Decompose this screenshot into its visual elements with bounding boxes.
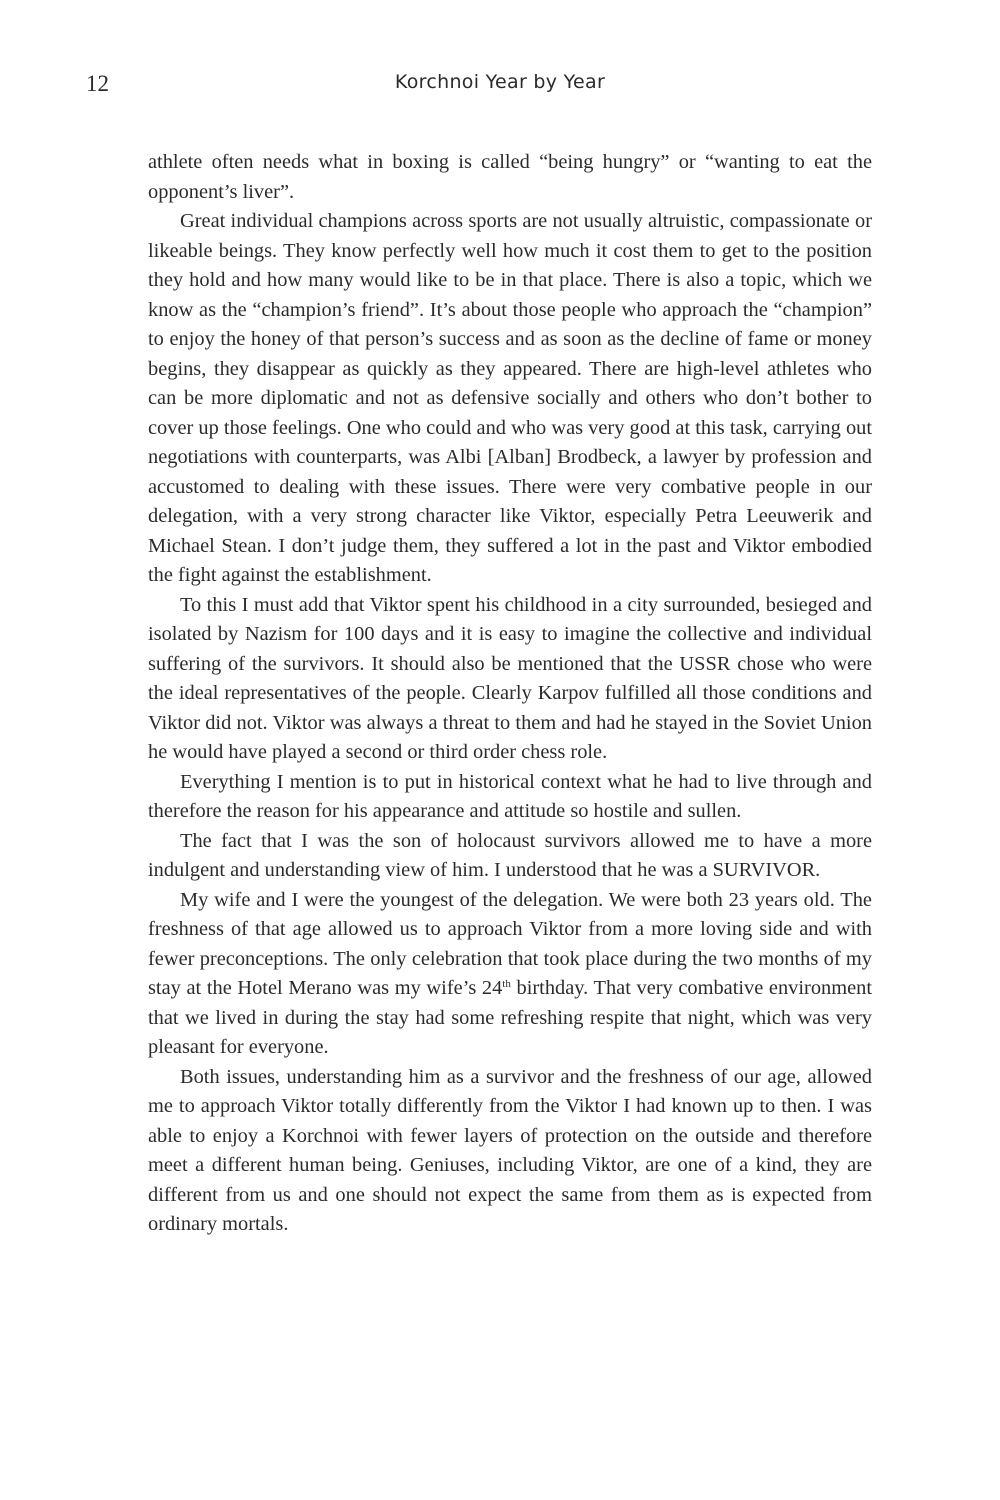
paragraph-text: birthday. That very combative environment that we lived in during the stay had some refreshing respite that night, which was very pleasant for everyone. — [148, 977, 872, 1058]
paragraph — [148, 886, 872, 1063]
paragraph: To this I must add that Viktor spent his childhood in a city surrounded, besieged and isolated by Nazism for 100 days and it is easy to imagine the collective and individual suffering of the survivors. It should also be mentioned that the USSR chose who were the ideal representatives of the people. Clearly Karpov fulfilled all those conditions and Viktor did not. Viktor was always a threat to them and had he stayed in the Soviet Union he would have played a second or third order chess role. — [148, 593, 872, 763]
paragraph-continued: athlete often needs what in boxing is called “being hungry” or “wanting to eat the opponent’s liver”. — [148, 151, 872, 203]
paragraph: Everything I mention is to put in historical context what he had to live through and therefore the reason for his appearance and attitude so hostile and sullen. — [148, 770, 872, 822]
paragraph: The fact that I was the son of holocaust survivors allowed me to have a more indulgent and understanding view of him. I understood that he was a SURVIVOR. — [148, 829, 872, 881]
body-text — [148, 148, 872, 1240]
paragraph-text: My wife and I were the youngest of the delegation. We were both 23 years old. The freshness of that age allowed us to approach Viktor from a more loving side and with fewer preconceptions. The only celebration that took place during the two months of my stay at the Hotel Merano was my wife’s 24 — [148, 888, 872, 999]
page-number: 12 — [86, 71, 109, 96]
running-head: Korchnoi Year by Year — [394, 71, 606, 93]
ordinal-superscript: th — [502, 978, 511, 990]
paragraph: Great individual champions across sports are not usually altruistic, compassionate or likeable beings. They know perfectly well how much it cost them to get to the position they hold and how many would like to be in that place. There is also a topic, which we know as the “champion’s friend”. It’s about those people who approach the “champion” to enjoy the honey of that person’s success and as soon as the decline of fame or money begins, they disappear as quickly as they appeared. There are high-level athletes who can be more diplomatic and not as defensive socially and others who don’t bother to cover up those feelings. One who could and who was very good at this task, carrying out negotiations with counterparts, was Albi [Alban] Brodbeck, a lawyer by profession and accustomed to dealing with these issues. There were very combative people in our delegation, with a very strong character like Viktor, especially Petra Leeuwerik and Michael Stean. I don’t judge them, they suffered a lot in the past and Viktor embodied the fight against the establishment. — [148, 210, 872, 586]
paragraph: Both issues, understanding him as a survivor and the freshness of our age, allowed me to approach Viktor totally differently from the Viktor I had known up to then. I was able to enjoy a Korchnoi with fewer layers of protection on the outside and therefore meet a different human being. Geniuses, including Viktor, are one of a kind, they are different from us and one should not expect the same from them as is expected from ordinary mortals. — [148, 1065, 872, 1235]
